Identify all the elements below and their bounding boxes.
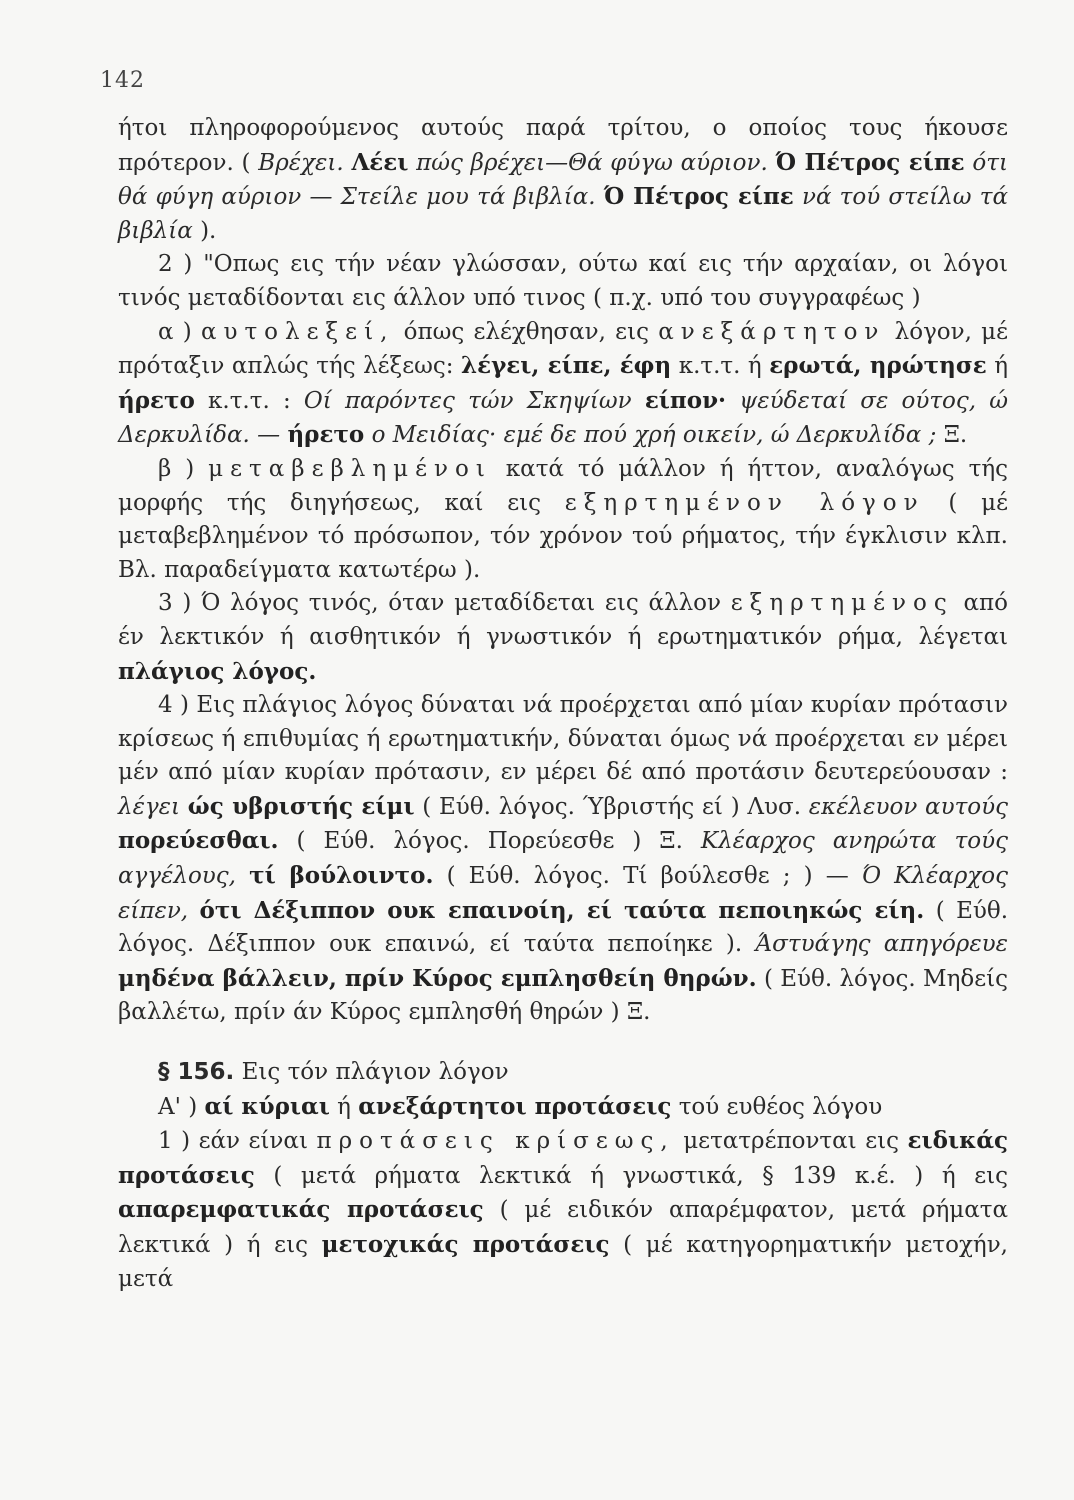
text: ή	[994, 353, 1009, 380]
text: όπως ελέχθησαν, εις	[403, 318, 649, 345]
example-text: πώς βρέχει—Θά φύγω αύριον.	[416, 149, 768, 176]
bold-term: μηδένα βάλλειν, πρίν Κύρος εμπλησθείη θηρών.	[118, 964, 757, 992]
text: ( μέ μεταβεβλημένον τό πρόσωπον, τόν χρόνον τού ρήματος, τήν έγκλισιν κλπ. Βλ. παραδείγματα κατωτέρω ).	[118, 489, 1009, 583]
paragraph-4	[118, 689, 1008, 1030]
paragraph-alpha	[118, 316, 1008, 453]
spaced-term: εξηρτημένον λόγον	[564, 489, 925, 516]
text: ( Εύθ. λόγος. Τί βούλεσθε ; ) —	[446, 863, 849, 890]
bold-term: ειδικάς προτάσεις	[118, 1127, 1009, 1189]
text: ( μέ κατηγορηματικήν μετοχήν, μετά	[118, 1232, 1008, 1292]
example-text: Βρέχει.	[258, 149, 344, 176]
bold-term: Ό Πέτρος είπε	[603, 183, 794, 211]
text: ( Εύθ. λόγος. Δέξιππον ουκ επαινώ, εί ταύτα πεποίηκε ).	[118, 897, 1009, 958]
text: 1 ) εάν είναι	[158, 1128, 308, 1155]
example-text: ψεύδεταί σε ούτος, ώ Δερκυλίδα. —	[118, 387, 1009, 449]
text: κ.τ.τ. :	[208, 387, 291, 414]
text: μετατρέπονται εις	[683, 1128, 900, 1155]
example-text: Κλέαρχος ανηρώτα τούς αγγέλους,	[118, 828, 1009, 890]
paragraph-2	[118, 248, 1008, 315]
example-text: λέγει	[118, 793, 181, 820]
section-number: § 156.	[158, 1059, 235, 1086]
text: 3 ) Ό λόγος τινός, όταν μεταδίδεται εις άλλον	[158, 590, 721, 617]
text: λόγον, μέ πρόταξιν απλώς τής λέξεως:	[118, 318, 1009, 380]
bold-term: είπον·	[644, 386, 727, 414]
spaced-term: εξηρτημένος	[730, 590, 954, 617]
bold-term: πλάγιος λόγος.	[118, 657, 317, 685]
bold-term: Ό Πέτρος είπε	[775, 148, 965, 176]
example-text: Οί παρόντες τών Σκηψίων	[303, 387, 632, 414]
section-title: Εις τόν πλάγιον λόγον	[241, 1059, 509, 1086]
bold-term: ήρετο	[287, 421, 365, 449]
text: κατά τό μάλλον ή ήττον, αναλόγως τής μορφής τής διηγήσεως, καί εις	[118, 455, 1008, 516]
text: ( μέ ειδικόν απαρέμφατον, μετά ρήματα λεκτικά ) ή εις	[118, 1197, 1008, 1258]
text: ( Εύθ. λόγος. Πορεύεσθε ) Ξ.	[296, 828, 683, 855]
text: ( Εύθ. λόγος. Μηδείς βαλλέτω, πρίν άν Κύρος εμπλησθή θηρών ) Ξ.	[118, 965, 1009, 1026]
paragraph-A	[118, 1090, 1008, 1125]
page-number: 142	[100, 68, 145, 93]
example-text: ο Μειδίας· εμέ δε πού χρή οικείν, ώ Δερκυλίδα ;	[371, 422, 937, 449]
example-text: εκέλευον αυτούς	[808, 793, 1009, 820]
text: 4 ) Εις πλάγιος λόγος δύναται νά προέρχεται από μίαν κυρίαν πρότασιν κρίσεως ή επιθυμίας ή ερωτηματικήν, δύναται όμως νά προέρχεται εν μέρει μέν από μίαν κυρίαν πρότασιν, εν μέρει δέ από προτάσιν δευτερεύουσαν :	[118, 692, 1008, 786]
bold-term: ερωτά, ηρώτησε	[769, 352, 987, 380]
text: τού ευθέος λόγου	[678, 1093, 883, 1120]
example-text: ότι θά φύγη αύριον — Στείλε μου τά βιβλία.	[118, 149, 1009, 211]
page-body	[118, 112, 1008, 1296]
bold-term: ήρετο	[118, 386, 195, 414]
text: κ.τ.τ. ή	[678, 353, 762, 380]
example-text: Ό Κλέαρχος είπεν,	[118, 863, 1008, 924]
example-text: Άστυάγης απηγόρευε	[755, 931, 1008, 958]
spaced-term: μεταβεβλημένοι	[208, 455, 492, 482]
text: 2 ) "Οπως εις τήν νέαν γλώσσαν, ούτω καί εις τήν αρχαίαν, οι λόγοι τινός μεταδίδονται εις άλλον υπό τινος ( π.χ. υπό του συγγραφέως )	[118, 251, 1008, 311]
bold-term: ώς υβριστής είμι	[187, 792, 415, 820]
text: ( Εύθ. λόγος. Ύβριστής εί ) Λυσ.	[422, 793, 802, 820]
text: ή	[337, 1093, 351, 1120]
bold-term: αί κύριαι	[204, 1092, 330, 1120]
example-text: νά τού στείλω τά βιβλία	[118, 184, 1009, 244]
paragraph-intro	[118, 112, 1008, 248]
bold-term: λέγει, είπε, έφη	[461, 352, 672, 380]
bold-term: μετοχικάς προτάσεις	[321, 1231, 610, 1258]
spaced-term: αυτολεξεί,	[200, 318, 395, 345]
paragraph-3	[118, 587, 1008, 689]
bold-term: Λέει	[351, 148, 409, 176]
section-heading	[118, 1056, 1008, 1090]
bold-term: τί βούλοιντο.	[249, 862, 434, 890]
text: από έν λεκτικόν ή αισθητικόν ή γνωστικόν ή ερωτηματικόν ρήμα, λέγεται	[118, 590, 1008, 650]
spaced-term: προτάσεις κρίσεως,	[316, 1128, 675, 1155]
item-marker: Α' )	[158, 1093, 198, 1120]
text: ( μετά ρήματα λεκτικά ή γνωστικά, § 139 κ.έ. ) ή εις	[273, 1162, 1009, 1189]
text: ).	[200, 217, 217, 244]
paragraph-A1	[118, 1124, 1008, 1296]
bold-term: πορεύεσθαι.	[118, 827, 279, 855]
bold-term: ανεξάρτητοι προτάσεις	[358, 1092, 672, 1120]
text: ήτοι πληροφορούμενος αυτούς παρά τρίτου, ο οποίος τους ήκουσε πρότερον. (	[118, 115, 1008, 176]
bold-term: απαρεμφατικάς προτάσεις	[118, 1196, 484, 1224]
bold-term: ότι Δέξιππον ουκ επαινοίη, εί ταύτα πεποιηκώς είη.	[199, 896, 925, 924]
spaced-term: ανεξάρτητον	[658, 318, 886, 345]
item-marker: β )	[158, 455, 195, 482]
paragraph-beta	[118, 453, 1008, 587]
item-marker: α )	[158, 318, 192, 345]
source-ref: Ξ.	[943, 422, 968, 449]
